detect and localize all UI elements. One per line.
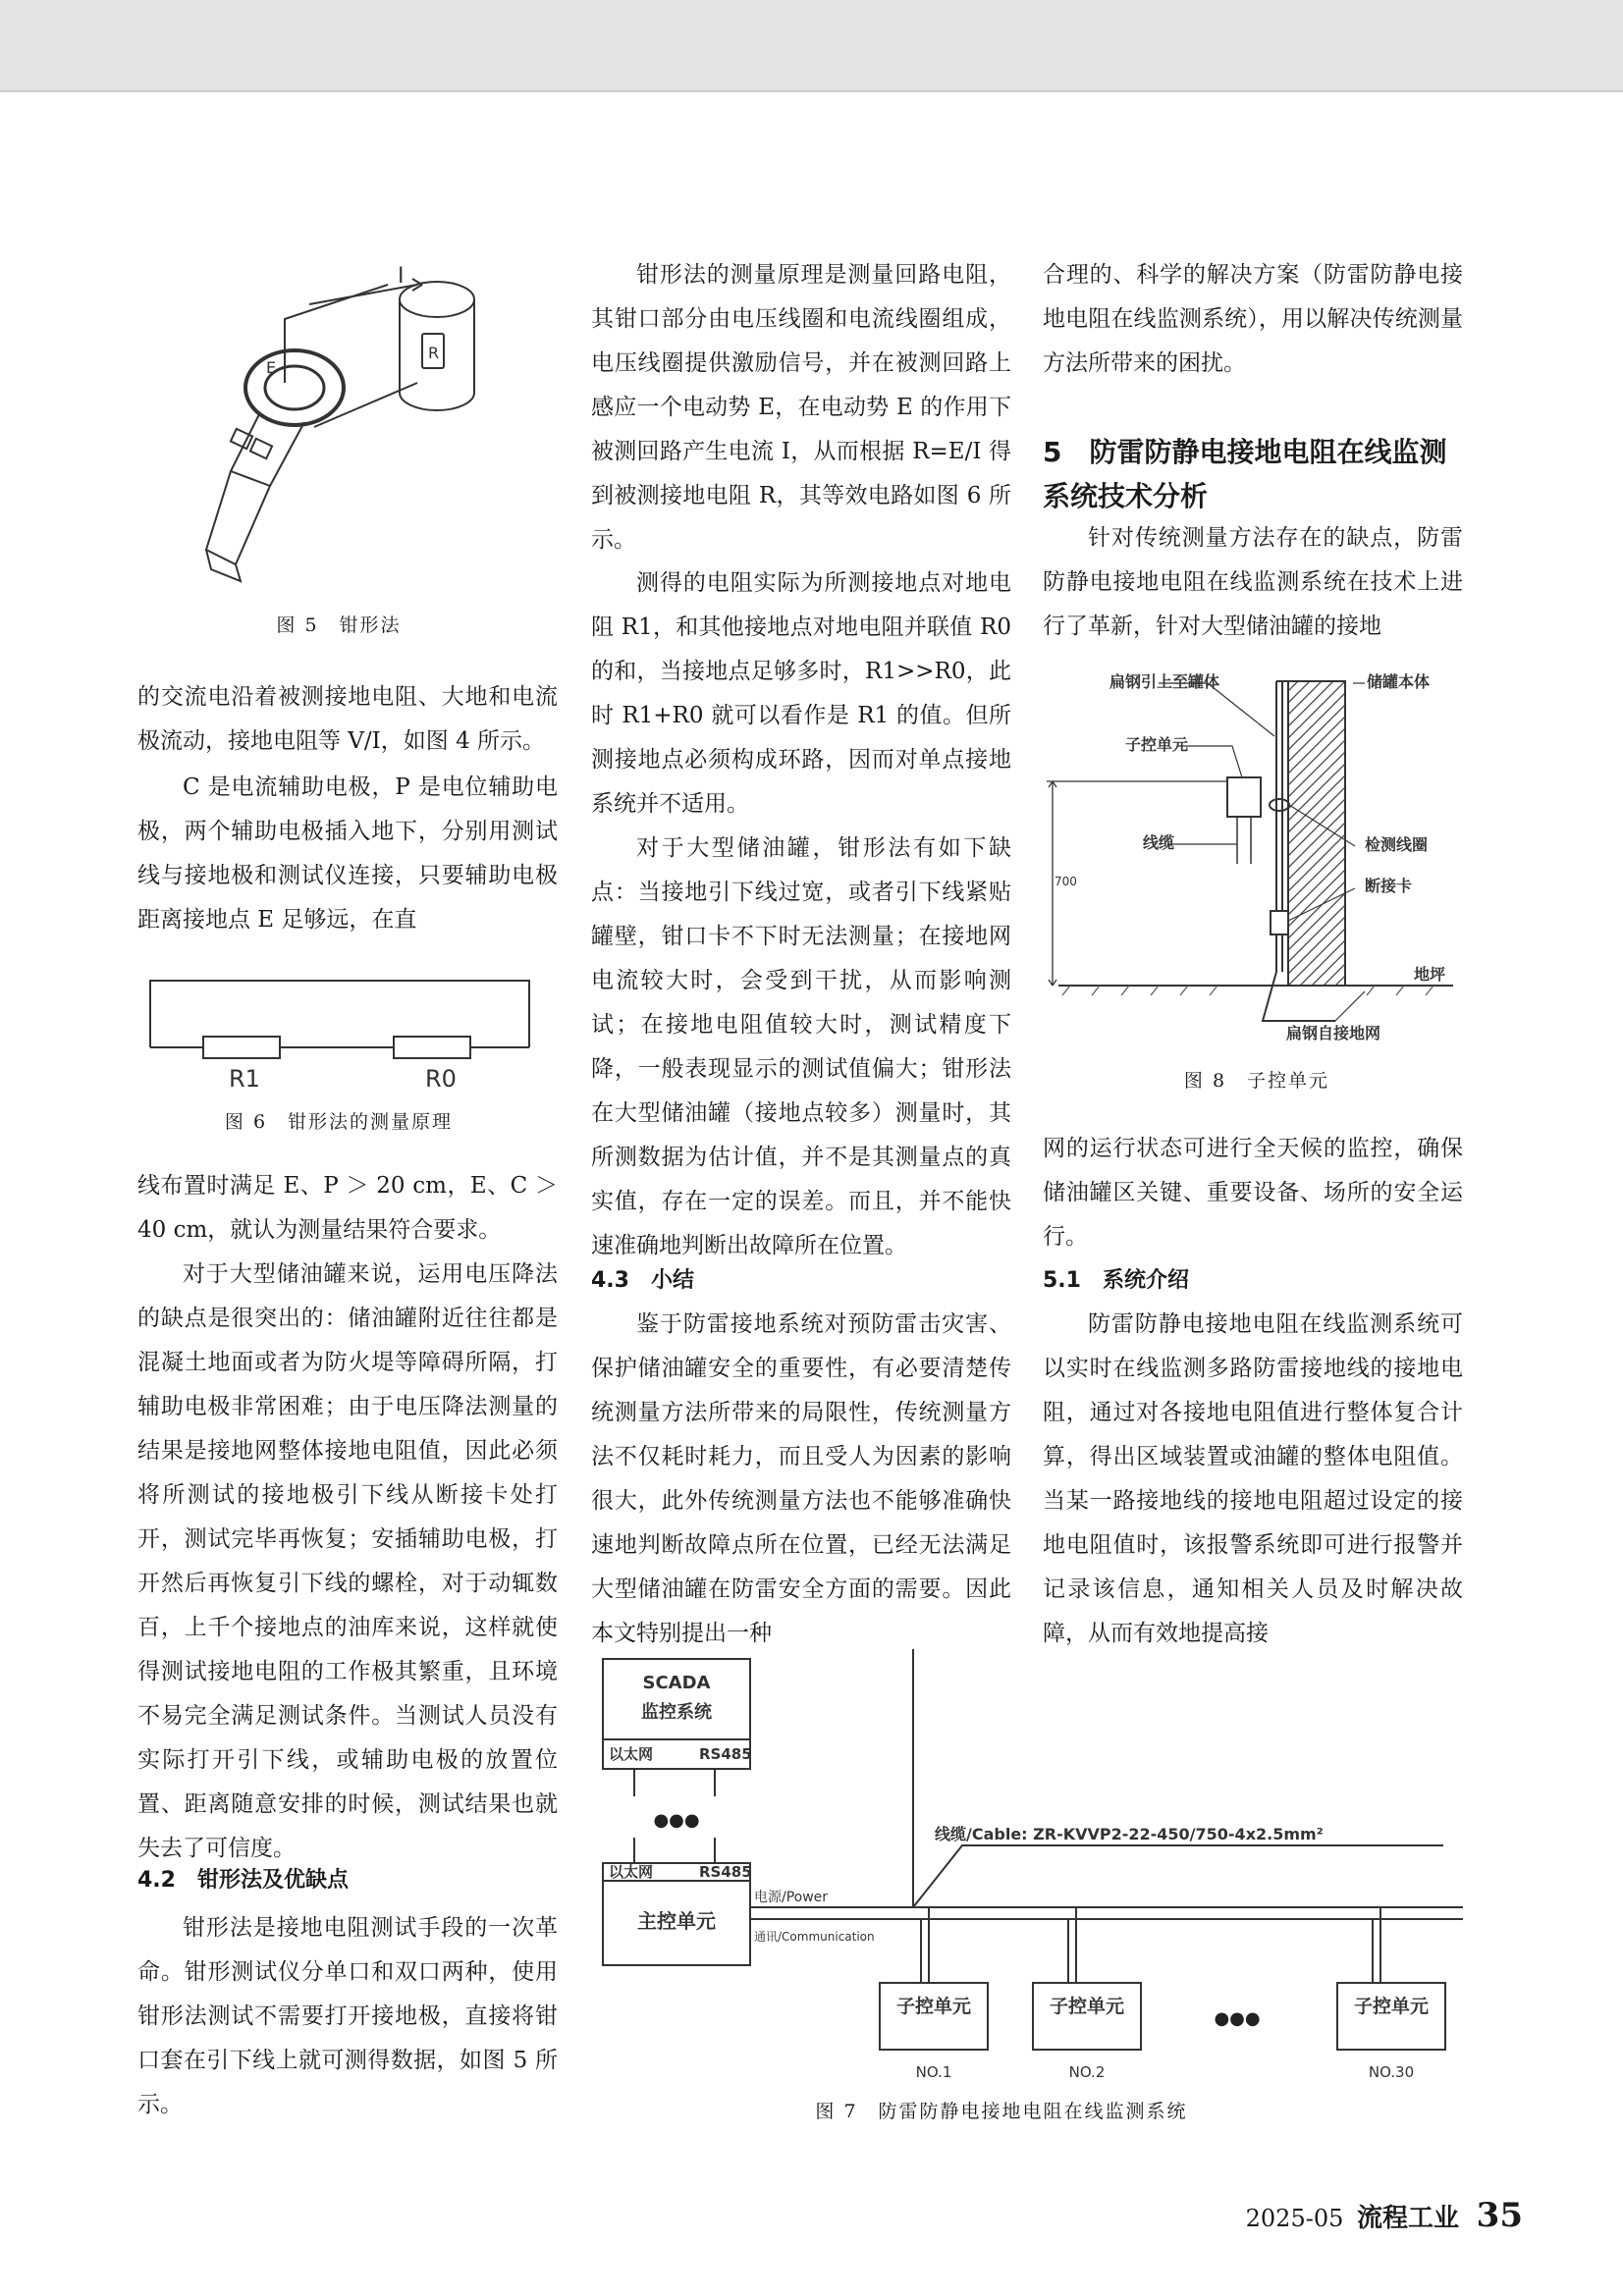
fig8-dimension-700: 700 xyxy=(1055,875,1077,888)
fig6-caption: 图 6 钳形法的测量原理 xyxy=(224,1111,454,1133)
section-4-2-heading: 4.2 钳形法及优缺点 xyxy=(137,1868,349,1893)
fig8-label-detect-coil: 检测线圈 xyxy=(1365,835,1429,854)
fig7-caption: 图 7 防雷防静电接地电阻在线监测系统 xyxy=(815,2101,1188,2122)
col2-paragraph-4: 鉴于防雷接地系统对预防雷击灾害、保护储油罐安全的重要性，有必要清楚传统测量方法所带来的局限性，传统测量方法不仅耗时耗力，而且受人为因素的影响很大，此外传统测量方法也不能够准确快速地判断故障点所在位置，已经无法满足大型储油罐在防雷安全方面的需要。因此本文特别提出一种 xyxy=(591,1311,1011,1646)
fig7-scada-line2: 监控系统 xyxy=(641,1702,712,1723)
fig8-label-flat-steel-up: 扁钢引上至罐体 xyxy=(1109,672,1220,691)
col2-paragraph-3: 对于大型储油罐，钳形法有如下缺点：当接地引下线过宽，或者引下线紧贴罐壁，钳口卡不下时无法测量；在接地网电流较大时，会受到干扰，从而影响测试；在接地电阻值较大时，测试精度下降，一般表现显示的测试值偏大；钳形法在大型储油罐（接地点较多）测量时，其所测数据为估计值，并不是其测量点的真实值，存在一定的误差。而且，并不能快速准确地判断出故障所在位置。 xyxy=(591,835,1011,1258)
col1-paragraph-2: C 是电流辅助电极，P 是电位辅助电极，两个辅助电极插入地下，分别用测试线与接地极和测试仪连接，只要辅助电极距离接地点 E 足够远，在直 xyxy=(137,774,558,933)
fig5-clamp-illustration xyxy=(191,265,506,599)
fig7-comm-label: 通讯/Communication xyxy=(754,1930,875,1944)
fig7-scada-ethernet: 以太网 xyxy=(609,1745,654,1763)
svg-text:R: R xyxy=(428,344,440,362)
page-number: 35 xyxy=(1476,2196,1523,2235)
fig8-label-tank-body: 储罐本体 xyxy=(1367,672,1431,691)
fig7-sub-unit-2: 子控单元 xyxy=(1049,1996,1125,2017)
col3-paragraph-3: 网的运行状态可进行全天候的监控，确保储油罐区关键、重要设备、场所的安全运行。 xyxy=(1043,1136,1463,1250)
fig7-scada-rs485: RS485 xyxy=(699,1745,752,1763)
fig8-caption: 图 8 子控单元 xyxy=(1183,1070,1330,1092)
col1-paragraph-4: 对于大型储油罐来说，运用电压降法的缺点是很突出的：储油罐附近往往都是混凝土地面或者为防火堤等障碍所隔，打辅助电极非常困难；由于电压降法测量的结果是接地网整体接地电阻值，因此必须将所测试的接地极引下线从断接卡处打开，测试完毕再恢复；安插辅助电极，打开然后再恢复引下线的螺栓，对于动辄数百，上千个接地点的油库来说，这样就使得测试接地电阻的工作极其繁重，且环境不易完全满足测试条件。当测试人员没有实际打开引下线，或辅助电极的放置位置、距离随意安排的时候，测试结果也就失去了可信度。 xyxy=(137,1261,558,1861)
fig8-label-disconnect-card: 断接卡 xyxy=(1365,877,1413,895)
fig7-label-no30: NO.30 xyxy=(1368,2063,1415,2081)
fig5-caption: 图 5 钳形法 xyxy=(276,614,402,636)
fig8-label-flat-steel-grid: 扁钢自接地网 xyxy=(1286,1024,1381,1042)
col3-paragraph-4: 防雷防静电接地电阻在线监测系统可以实时在线监测多路防雷接地线的接地电阻，通过对各接地电阻值进行整体复合计算，得出区域装置或油罐的整体电阻值。当某一路接地线的接地电阻超过设定的接地电阻值时，该报警系统即可进行报警并记录该信息，通知相关人员及时解决故障，从而有效地提高接 xyxy=(1043,1311,1463,1646)
page-footer xyxy=(1246,2196,1523,2235)
fig6-circuit-diagram xyxy=(142,977,535,1095)
svg-text:E: E xyxy=(266,358,277,377)
fig7-ellipsis-horizontal: ●●● xyxy=(1214,2008,1261,2029)
col1-paragraph-5: 钳形法是接地电阻测试手段的一次革命。钳形测试仪分单口和双口两种，使用钳形法测试不需要打开接地极，直接将钳口套在引下线上就可测得数据，如图 5 所示。 xyxy=(137,1915,558,2117)
col3-paragraph-2: 针对传统测量方法存在的缺点，防雷防静电接地电阻在线监测系统在技术上进行了革新，针对大型储油罐的接地 xyxy=(1043,525,1463,639)
fig8-label-cable: 线缆 xyxy=(1143,833,1175,852)
col1-paragraph-3: 线布置时满足 E、P ＞ 20 cm，E、C ＞ 40 cm，就认为测量结果符合要求。 xyxy=(137,1173,558,1243)
fig6-label-r0: R0 xyxy=(425,1065,457,1093)
section-4-3-heading: 4.3 小结 xyxy=(591,1268,694,1293)
fig7-scada-line1: SCADA xyxy=(642,1673,711,1693)
fig7-main-rs485: RS485 xyxy=(699,1863,752,1881)
footer-journal-name: 流程工业 xyxy=(1357,2204,1460,2233)
fig8-sub-unit-diagram xyxy=(1041,667,1473,1060)
fig7-sub-unit-1: 子控单元 xyxy=(895,1996,972,2017)
fig7-sub-unit-30: 子控单元 xyxy=(1353,1996,1430,2017)
fig7-system-diagram xyxy=(589,1649,1473,2101)
fig7-label-no2: NO.2 xyxy=(1068,2063,1106,2081)
fig6-label-r1: R1 xyxy=(229,1065,260,1093)
col2-paragraph-1: 钳形法的测量原理是测量回路电阻，其钳口部分由电压线圈和电流线圈组成，电压线圈提供激励信号，并在被测回路上感应一个电动势 E，在电动势 E 的作用下被测回路产生电流 I，从而根据 R=E/I 得到被测接地电阻 R，其等效电路如图 6 所示。 xyxy=(591,262,1011,553)
fig7-main-ethernet: 以太网 xyxy=(609,1863,654,1881)
col1-paragraph-1: 的交流电沿着被测接地电阻、大地和电流极流动，接地电阻等 V/I，如图 4 所示。 xyxy=(137,684,558,754)
section-5-heading: 5 防雷防静电接地电阻在线监测系统技术分析 xyxy=(1043,436,1447,512)
section-5-1-heading: 5.1 系统介绍 xyxy=(1043,1268,1189,1293)
col2-paragraph-2: 测得的电阻实际为所测接地点对地电阻 R1，和其他接地点对地电阻并联值 R0 的和，当接地点足够多时，R1>>R0，此时 R1+R0 就可以看作是 R1 的值。但所测接地点必须构成环路，因而对单点接地系统并不适用。 xyxy=(591,570,1011,817)
col3-paragraph-1: 合理的、科学的解决方案（防雷防静电接地电阻在线监测系统），用以解决传统测量方法所带来的困扰。 xyxy=(1043,262,1463,376)
fig7-ellipsis-vertical: ●●● xyxy=(653,1810,700,1831)
fig7-power-label: 电源/Power xyxy=(754,1890,829,1905)
page-header-band xyxy=(0,0,1623,92)
footer-issue: 2025-05 xyxy=(1245,2205,1344,2232)
fig8-label-ground: 地坪 xyxy=(1414,965,1446,984)
fig7-cable-label: 线缆/Cable: ZR-KVVP2-22-450/750-4x2.5mm² xyxy=(935,1825,1324,1843)
fig7-main-unit-label: 主控单元 xyxy=(637,1909,716,1933)
svg-text:I: I xyxy=(398,265,405,289)
fig7-label-no1: NO.1 xyxy=(915,2063,952,2081)
fig8-label-sub-unit: 子控单元 xyxy=(1125,735,1189,754)
